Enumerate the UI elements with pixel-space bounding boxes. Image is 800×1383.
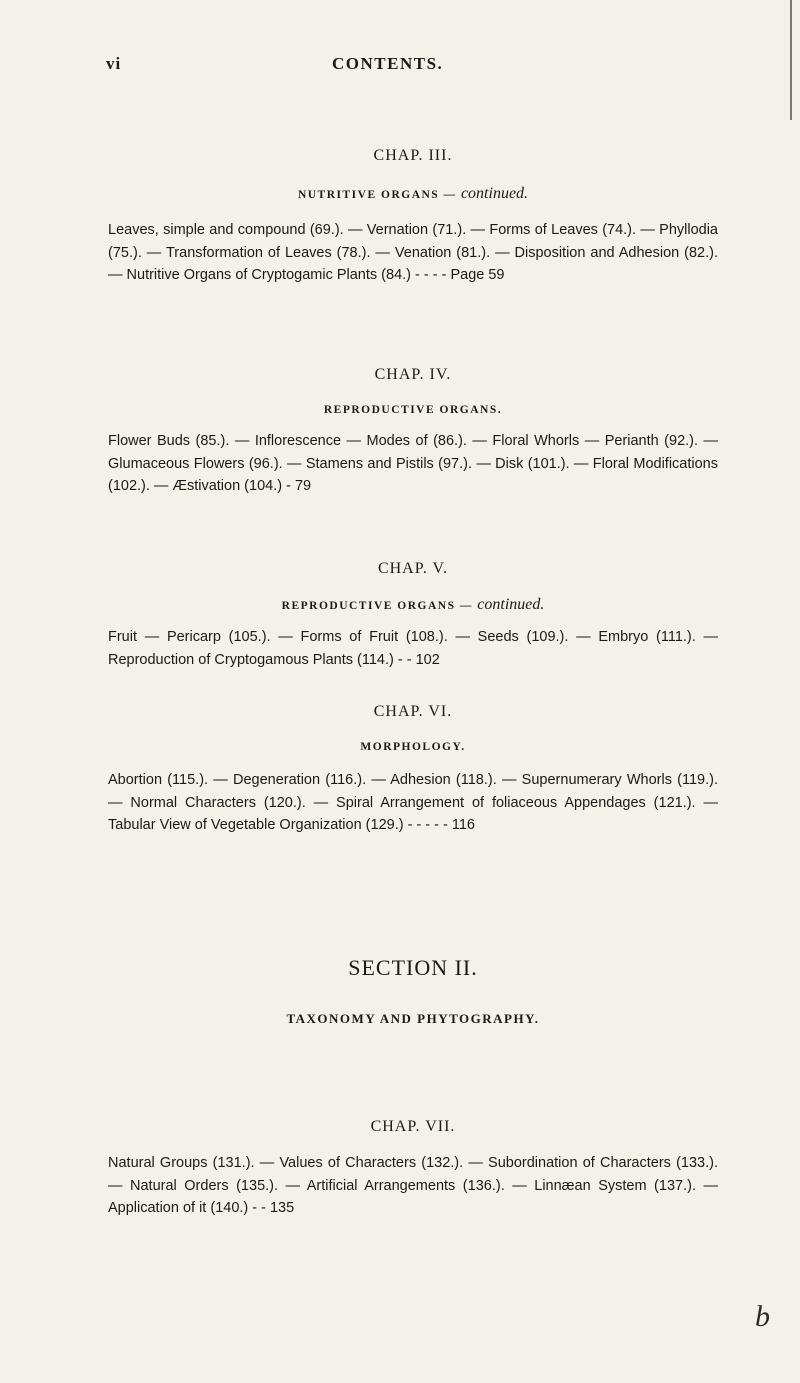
chapter-5-subtitle [108, 596, 718, 614]
chapter-4 [108, 366, 718, 498]
chapter-5 [108, 560, 718, 671]
page-number: vi [106, 54, 122, 73]
chapter-6-page-ref: - - - - - 116 [407, 817, 475, 833]
chapter-7-page-ref: - - 135 [252, 1200, 295, 1216]
section-2-subtitle: TAXONOMY AND PHYTOGRAPHY. [286, 1011, 540, 1026]
running-title: CONTENTS. [332, 54, 444, 73]
signature-mark: b [755, 1300, 770, 1333]
chapter-3-page-ref: - - - - Page 59 [415, 267, 505, 283]
chapter-7-entries [108, 1152, 718, 1220]
chapter-3-subtitle-text: NUTRITIVE ORGANS — [297, 189, 457, 201]
chapter-6 [108, 703, 718, 837]
chapter-5-entries [108, 626, 718, 671]
chapter-4-entries [108, 430, 718, 498]
chapter-3-entries-text: Leaves, simple and compound (69.). — Vernation (71.). — Forms of Leaves (74.). — Phyllodia (75.). — Transformation of Leaves (78.). — Venation (81.). — Disposition and Adhesion (82.). — Nutritive Organs of Cryptogamic Plants (84.) [108, 222, 718, 283]
chapter-5-subtitle-note: continued. [477, 596, 545, 613]
chapter-5-title: CHAP. V. [377, 560, 449, 577]
running-head [0, 54, 800, 84]
chapter-3-title: CHAP. III. [373, 147, 453, 164]
chapter-6-entries-text: Abortion (115.). — Degeneration (116.). — Adhesion (118.). — Supernumerary Whorls (119.). — Normal Characters (120.). — Spiral Arrangement of foliaceous Appendages (121.). — Tabular View of Vegetable Organization (129.) [108, 772, 718, 833]
chapter-4-subtitle [108, 404, 718, 416]
section-2 [108, 955, 718, 1027]
chapter-5-page-ref: - - 102 [397, 651, 440, 668]
chapter-6-entries [108, 769, 718, 837]
chapter-3 [108, 147, 718, 287]
section-2-title: SECTION II. [348, 955, 478, 980]
chapter-3-subtitle-note: continued. [460, 185, 529, 202]
chapter-4-subtitle-text: REPRODUCTIVE ORGANS. [323, 404, 503, 416]
chapter-4-entries-text: Flower Buds (85.). — Inflorescence — Modes of (86.). — Floral Whorls — Perianth (92.). — Glumaceous Flowers (96.). — Stamens and Pistils (97.). — Disk (101.). — Floral Modifications (102.). — Æstivation (104.) [108, 433, 718, 494]
chapter-6-subtitle-text: MORPHOLOGY. [360, 741, 466, 753]
chapter-6-subtitle [108, 741, 718, 753]
chapter-6-title: CHAP. VI. [373, 703, 453, 720]
chapter-5-subtitle-text: REPRODUCTIVE ORGANS — [281, 600, 473, 612]
chapter-4-title: CHAP. IV. [374, 366, 452, 383]
chapter-3-entries [108, 219, 718, 287]
chapter-5-entries-text: Fruit — Pericarp (105.). — Forms of Fruit (108.). — Seeds (109.). — Embryo (111.). — Reproduction of Cryptogamous Plants (114.) [108, 629, 718, 668]
chapter-3-subtitle [108, 185, 718, 203]
chapter-7 [108, 1118, 718, 1220]
chapter-7-title: CHAP. VII. [370, 1118, 456, 1135]
chapter-4-page-ref: - 79 [286, 478, 312, 494]
chapter-7-entries-text: Natural Groups (131.). — Values of Characters (132.). — Subordination of Characters (133.). — Natural Orders (135.). — Artificial Arrangements (136.). — Linnæan System (137.). — Application of it (140.) [108, 1155, 718, 1216]
